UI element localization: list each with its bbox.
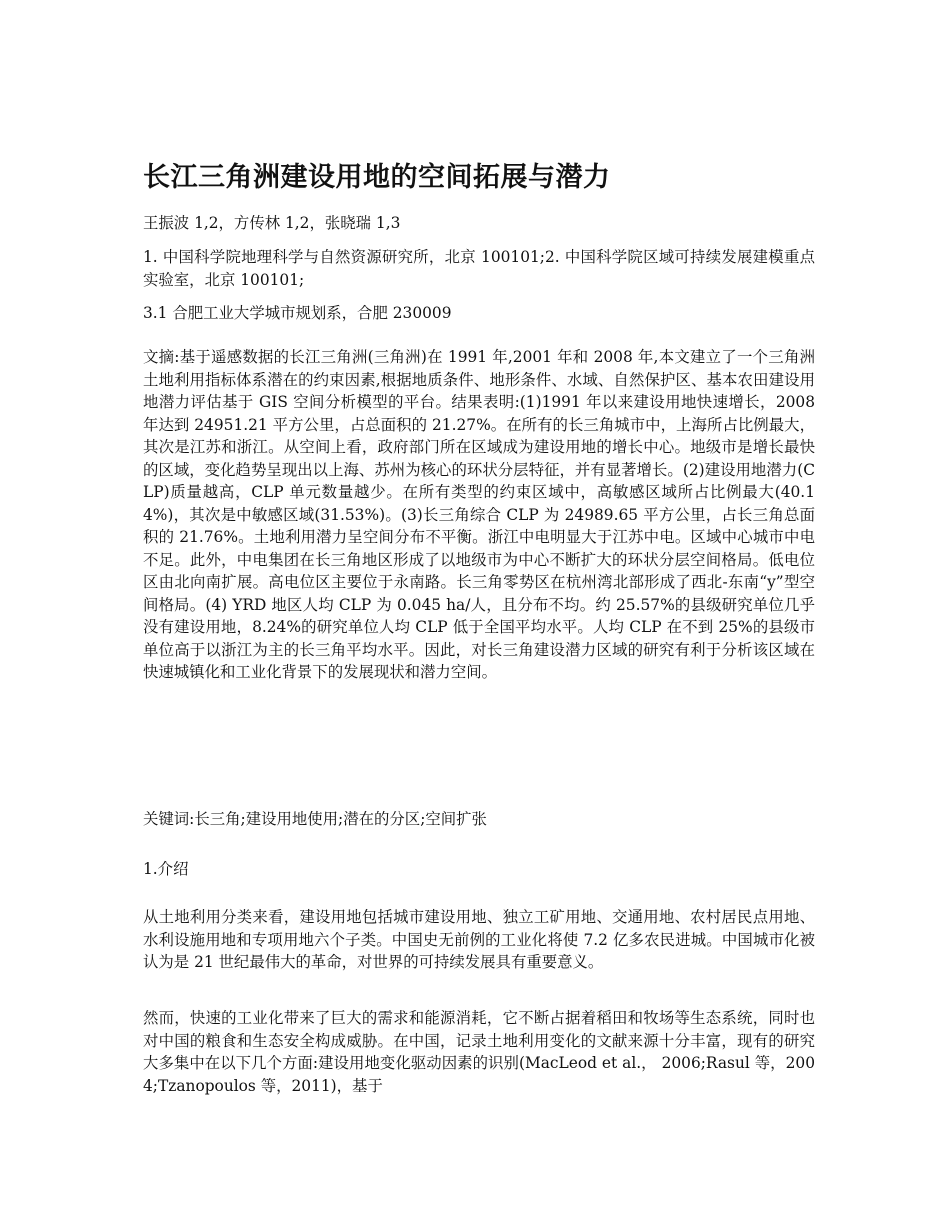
section-heading: 1.介绍: [143, 860, 189, 878]
affiliation-1: 1. 中国科学院地理科学与自然资源研究所，北京 100101;2. 中国科学院区域可持续发展建模重点实验室，北京 100101;: [143, 248, 815, 289]
body-paragraph-1: 从土地利用分类来看，建设用地包括城市建设用地、独立工矿用地、交通用地、农村居民点用地、水利设施用地和专项用地六个子类。中国史无前例的工业化将使 7.2 亿多农民进城。中国城市化被认为是 21 世纪最伟大的革命，对世界的可持续发展具有重要意义。: [143, 908, 815, 971]
body-paragraph-2: 然而，快速的工业化带来了巨大的需求和能源消耗，它不断占据着稻田和牧场等生态系统，同时也对中国的粮食和生态安全构成威胁。在中国，记录土地利用变化的文献来源十分丰富，现有的研究大多集中在以下几个方面:建设用地变化驱动因素的识别(MacLeod et al.， 2006;Rasul 等，2004;Tzanopoulos 等，2011)，基于: [143, 1009, 815, 1095]
abstract: 文摘:基于遥感数据的长江三角洲(三角洲)在 1991 年,2001 年和 2008 年,本文建立了一个三角洲土地利用指标体系潜在的约束因素,根据地质条件、地形条件、水域、自然保护区、基本农田建设用地潜力评估基于 GIS 空间分析模型的平台。结果表明:(1)1991 年以来建设用地快速增长，2008 年达到 24951.21 平方公里，占总面积的 21.27%。在所有的长三角城市中，上海所占比例最大，其次是江苏和浙江。从空间上看，政府部门所在区域成为建设用地的增长中心。地级市是增长最快的区域，变化趋势呈现出以上海、苏州为核心的环状分层特征，并有显著增长。(2)建设用地潜力(CLP)质量越高，CLP 单元数量越少。在所有类型的约束区域中，高敏感区域所占比例最大(40.14%)，其次是中敏感区域(31.53%)。(3)长三角综合 CLP 为 24989.65 平方公里，占长三角总面积的 21.76%。土地利用潜力呈空间分布不平衡。浙江中电明显大于江苏中电。区域中心城市中电不足。此外，中电集团在长三角地区形成了以地级市为中心不断扩大的环状分层空间格局。低电位区由北向南扩展。高电位区主要位于永南路。长三角零势区在杭州湾北部形成了西北-东南“y”型空间格局。(4) YRD 地区人均 CLP 为 0.045 ha/人，且分布不均。约 25.57%的县级研究单位几乎没有建设用地，8.24%的研究单位人均 CLP 低于全国平均水平。人均 CLP 在不到 25%的县级市单位高于以浙江为主的长三角平均水平。因此，对长三角建设潜力区域的研究有利于分析该区域在快速城镇化和工业化背景下的发展现状和潜力空间。: [143, 348, 815, 681]
affiliation-2: 3.1 合肥工业大学城市规划系，合肥 230009: [143, 304, 452, 322]
keywords: 关键词:长三角;建设用地使用;潜在的分区;空间扩张: [143, 810, 487, 828]
paper-title: 长江三角洲建设用地的空间拓展与潜力: [143, 162, 611, 193]
author-list: 王振波 1,2，方传林 1,2，张晓瑞 1,3: [143, 214, 401, 232]
